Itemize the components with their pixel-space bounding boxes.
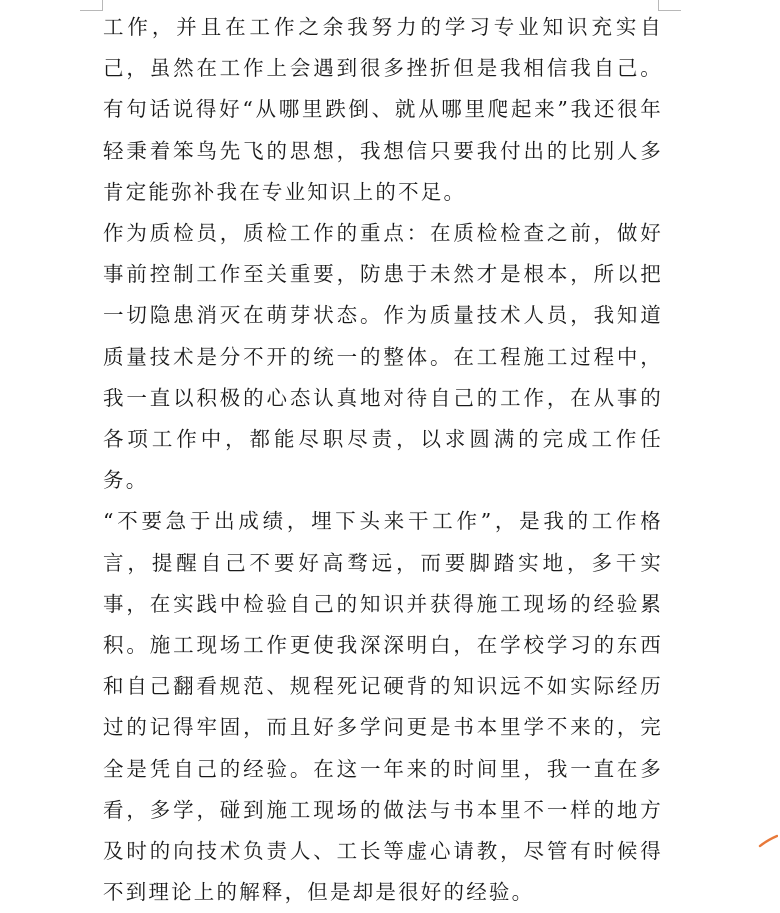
paragraph-1: 工作，并且在工作之余我努力的学习专业知识充实自己，虽然在工作上会遇到很多挫折但是我相信我自己。有句话说得好“从哪里跌倒、就从哪里爬起来”我还很年轻秉着笨鸟先飞的思想，我想信只要我付出的比别人多肯定能弥补我在专业知识上的不足。 xyxy=(103,15,663,204)
margin-corner-mark-left xyxy=(80,0,103,11)
pen-stroke-icon xyxy=(758,834,778,848)
paragraph-3: “不要急于出成绩，埋下头来干工作”，是我的工作格言，提醒自己不要好高骛远，而要脚踏实地，多干实事，在实践中检验自己的知识并获得施工现场的经验累积。施工现场工作更使我深深明白，在学校学习的东西和自己翻看规范、规程死记硬背的知识远不如实际经历过的记得牢固，而且好多学问更是书本里学不来的，完全是凭自己的经验。在这一年来的时间里，我一直在多看，多学，碰到施工现场的做法与书本里不一样的地方及时的向技术负责人、工长等虚心请教，尽管有时候得不到理论上的解释，但是却是很好的经验。 xyxy=(103,509,663,905)
paragraph-2: 作为质检员，质检工作的重点：在质检检查之前，做好事前控制工作至关重要，防患于未然才是根本，所以把一切隐患消灭在萌芽状态。作为质量技术人员，我知道质量技术是分不开的统一的整体。在工程施工过程中，我一直以积极的心态认真地对待自己的工作，在从事的各项工作中，都能尽职尽责，以求圆满的完成工作任务。 xyxy=(103,221,663,493)
document-body xyxy=(103,7,663,913)
